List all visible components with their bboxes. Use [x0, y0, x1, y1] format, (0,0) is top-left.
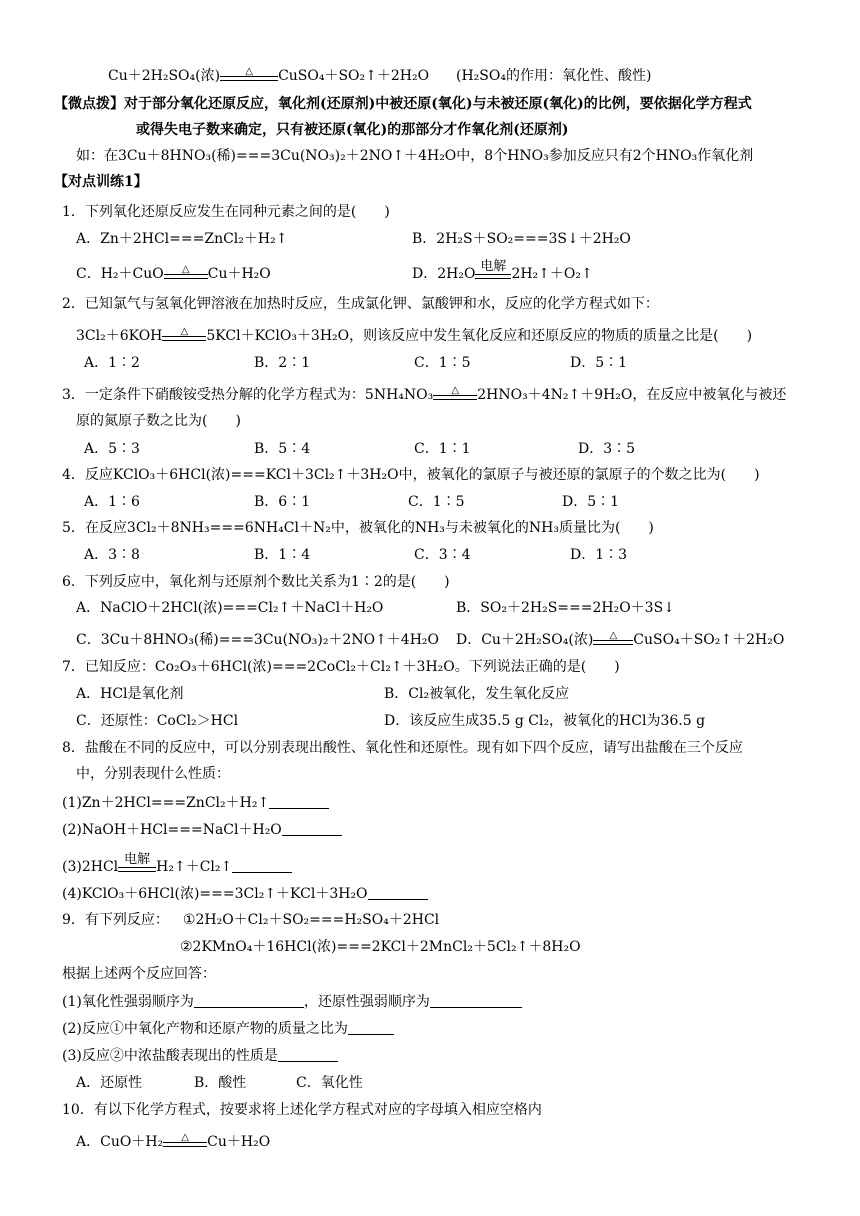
- heat-symbol: △: [181, 1132, 189, 1143]
- q1-d-lhs: D．2H₂O: [412, 266, 476, 282]
- q7-option-c[interactable]: C．还原性：CoCl₂＞HCl: [76, 713, 239, 729]
- q5-option-c[interactable]: C．3∶4: [414, 547, 471, 563]
- q5-stem: 5．在反应3Cl₂＋8NH₃===6NH₄Cl＋N₂中，被氧化的NH₃与未被氧化的NH₃质量比为( ): [62, 520, 654, 536]
- q9-p1-text-a: (1)氧化性强弱顺序为: [62, 994, 194, 1010]
- q9-prompt: 根据上述两个反应回答：: [62, 966, 216, 982]
- equation-note: (H₂SO₄的作用：氧化性、酸性): [456, 68, 652, 84]
- q4-option-d[interactable]: D．5∶1: [562, 494, 620, 510]
- q9-p1-text-b: ，还原性强弱顺序为: [303, 994, 430, 1010]
- q2-equation: [76, 326, 752, 346]
- q9-reaction-2: ②2KMnO₄＋16HCl(浓)===2KCl＋2MnCl₂＋5Cl₂↑＋8H₂O: [180, 939, 581, 955]
- q6-option-b[interactable]: B．SO₂＋2H₂S===2H₂O＋3S↓: [456, 600, 675, 616]
- q6-option-a[interactable]: A．NaClO＋2HCl(浓)===Cl₂↑＋NaCl＋H₂O: [76, 600, 384, 616]
- q1-stem: 1．下列氧化还原反应发生在同种元素之间的是( ): [62, 204, 390, 220]
- q6-stem: 6．下列反应中，氧化剂与还原剂个数比关系为1∶2的是( ): [62, 574, 450, 590]
- q3-stem-start: 3．一定条件下硝酸铵受热分解的化学方程式为：5NH₄NO₃: [62, 387, 434, 403]
- q7-option-a[interactable]: A．HCl是氧化剂: [76, 686, 184, 702]
- section-title: 【对点训练1】: [54, 174, 148, 190]
- q9-part-1: [62, 992, 522, 1012]
- q8-stem-line-2: 中，分别表现什么性质：: [76, 766, 230, 782]
- q3-option-c[interactable]: C．1∶1: [414, 441, 471, 457]
- q3-option-b[interactable]: B．5∶4: [254, 441, 311, 457]
- heat-symbol: △: [451, 385, 460, 396]
- q9-stem: [62, 910, 439, 930]
- q8-stem: 8．盐酸在不同的反应中，可以分别表现出酸性、氧化性和还原性。现有如下四个反应，请写出盐酸在三个反应: [62, 740, 743, 756]
- q9-p2-text: (2)反应①中氧化产物和还原产物的质量之比为: [62, 1021, 348, 1037]
- answer-blank[interactable]: [430, 993, 522, 1008]
- answer-blank[interactable]: [232, 858, 292, 873]
- answer-blank[interactable]: [269, 794, 329, 809]
- q7-option-b[interactable]: B．Cl₂被氧化，发生氧化反应: [384, 686, 570, 702]
- q6-d-lhs: D．Cu＋2H₂SO₄(浓): [456, 632, 594, 648]
- q9-part-2: [62, 1019, 394, 1039]
- q6-d-rhs: CuSO₄＋SO₂↑＋2H₂O: [633, 632, 785, 648]
- reaction-condition: [475, 259, 511, 284]
- q1-c-lhs: C．H₂＋CuO: [76, 266, 164, 282]
- answer-blank[interactable]: [278, 1047, 338, 1062]
- q2-option-b[interactable]: B．2∶1: [254, 355, 311, 371]
- reaction-condition: [118, 852, 156, 877]
- q9-part-3: [62, 1046, 338, 1066]
- q1-option-a[interactable]: A．Zn＋2HCl===ZnCl₂＋H₂↑: [76, 231, 288, 247]
- q2-option-c[interactable]: C．1∶5: [414, 355, 471, 371]
- heat-symbol: △: [180, 326, 189, 337]
- q9-p3-text: (3)反应②中浓盐酸表现出的性质是: [62, 1048, 278, 1064]
- q5-option-a[interactable]: A．3∶8: [84, 547, 140, 563]
- electrolysis-label: 电解: [480, 259, 507, 274]
- q8-reaction-2: [62, 820, 342, 840]
- reaction-condition: [163, 1132, 207, 1152]
- q4-stem: 4．反应KClO₃＋6HCl(浓)===KCl＋3Cl₂↑＋3H₂O中，被氧化的氯原子与被还原的氯原子的个数之比为( ): [62, 467, 760, 483]
- equation-rhs: CuSO₄＋SO₂↑＋2H₂O: [278, 68, 430, 84]
- q9-reaction-1: ①2H₂O＋Cl₂＋SO₂===H₂SO₄＋2HCl: [182, 912, 440, 928]
- q4-option-b[interactable]: B．6∶1: [254, 494, 311, 510]
- answer-blank[interactable]: [282, 821, 342, 836]
- q9-stem-text: 9．有下列反应：: [62, 912, 169, 928]
- q3-stem-end: 2HNO₃＋4N₂↑＋9H₂O，在反应中被氧化与被还: [477, 387, 787, 403]
- q10-a-rhs: Cu＋H₂O: [207, 1134, 271, 1150]
- tip-line-2: 或得失电子数来确定，只有被还原(氧化)的那部分才作氧化剂(还原剂): [136, 122, 569, 138]
- answer-blank[interactable]: [194, 993, 304, 1008]
- reaction-condition: [433, 385, 477, 405]
- heat-symbol: △: [181, 264, 190, 275]
- q2-option-a[interactable]: A．1∶2: [84, 355, 140, 371]
- q4-option-c[interactable]: C．1∶5: [408, 494, 465, 510]
- q1-option-b[interactable]: B．2H₂S＋SO₂===3S↓＋2H₂O: [412, 231, 631, 247]
- q8-r2-equation: (2)NaOH＋HCl===NaCl＋H₂O: [62, 822, 282, 838]
- reaction-condition: [593, 630, 633, 650]
- q1-c-rhs: Cu＋H₂O: [207, 266, 271, 282]
- electrolysis-label: 电解: [124, 852, 151, 867]
- q7-stem: 7．已知反应：Co₂O₃＋6HCl(浓)===2CoCl₂＋Cl₂↑＋3H₂O。下列说法正确的是( ): [62, 659, 620, 675]
- q3-stem: [62, 385, 786, 405]
- q9-option-b[interactable]: B．酸性: [194, 1075, 247, 1091]
- q8-reaction-1: [62, 793, 329, 813]
- q8-r3-lhs: (3)2HCl: [62, 859, 119, 875]
- q1-d-rhs: 2H₂↑＋O₂↑: [511, 266, 593, 282]
- q4-option-a[interactable]: A．1∶6: [84, 494, 140, 510]
- q2-stem: 2．已知氯气与氢氧化钾溶液在加热时反应，生成氯化钾、氯酸钾和水，反应的化学方程式如下：: [62, 296, 659, 312]
- q6-option-d[interactable]: [456, 630, 784, 650]
- reaction-condition: [220, 66, 278, 86]
- q2-eq-rhs: 5KCl＋KClO₃＋3H₂O，则该反应中发生氧化反应和还原反应的物质的质量之比是( ): [206, 328, 753, 344]
- q8-reaction-4: [62, 884, 428, 904]
- q9-option-c[interactable]: C．氧化性: [296, 1075, 363, 1091]
- reaction-condition: [164, 264, 208, 284]
- q5-option-d[interactable]: D．1∶3: [570, 547, 628, 563]
- q8-r1-equation: (1)Zn＋2HCl===ZnCl₂＋H₂↑: [62, 795, 270, 811]
- q3-option-d[interactable]: D．3∶5: [578, 441, 636, 457]
- reaction-condition: [162, 326, 206, 346]
- answer-blank[interactable]: [368, 885, 428, 900]
- q2-eq-lhs: 3Cl₂＋6KOH: [76, 328, 163, 344]
- q8-r4-equation: (4)KClO₃＋6HCl(浓)===3Cl₂↑＋KCl＋3H₂O: [62, 886, 368, 902]
- q1-option-d[interactable]: [412, 259, 593, 284]
- q6-option-c[interactable]: C．3Cu＋8HNO₃(稀)===3Cu(NO₃)₂＋2NO↑＋4H₂O: [76, 632, 440, 648]
- q10-option-a: [76, 1132, 270, 1152]
- heat-symbol: △: [609, 630, 618, 641]
- q3-option-a[interactable]: A．5∶3: [84, 441, 140, 457]
- tip-example: 如：在3Cu＋8HNO₃(稀)===3Cu(NO₃)₂＋2NO↑＋4H₂O中，8个HNO₃参加反应只有2个HNO₃作氧化剂: [76, 148, 754, 164]
- q9-option-a[interactable]: A．还原性: [76, 1075, 143, 1091]
- q10-stem: 10．有以下化学方程式，按要求将上述化学方程式对应的字母填入相应空格内: [62, 1102, 542, 1118]
- q5-option-b[interactable]: B．1∶4: [254, 547, 311, 563]
- equation-lhs: Cu＋2H₂SO₄(浓): [108, 68, 221, 84]
- heat-symbol: △: [245, 66, 253, 77]
- q2-option-d[interactable]: D．5∶1: [570, 355, 628, 371]
- q1-option-c[interactable]: [76, 264, 271, 284]
- q3-stem-line-2: 原的氮原子数之比为( ): [76, 413, 241, 429]
- q7-option-d[interactable]: D．该反应生成35.5 g Cl₂，被氧化的HCl为36.5 g: [384, 713, 706, 729]
- q8-r3-rhs: H₂↑＋Cl₂↑: [156, 859, 233, 875]
- equation-line: [108, 66, 429, 86]
- answer-blank[interactable]: [348, 1020, 394, 1035]
- tip-line-1: 【微点拨】对于部分氧化还原反应，氧化剂(还原剂)中被还原(氧化)与未被还原(氧化)的比例，要依据化学方程式: [54, 96, 752, 112]
- q10-a-lhs: A．CuO＋H₂: [76, 1134, 164, 1150]
- q8-reaction-3: [62, 852, 292, 877]
